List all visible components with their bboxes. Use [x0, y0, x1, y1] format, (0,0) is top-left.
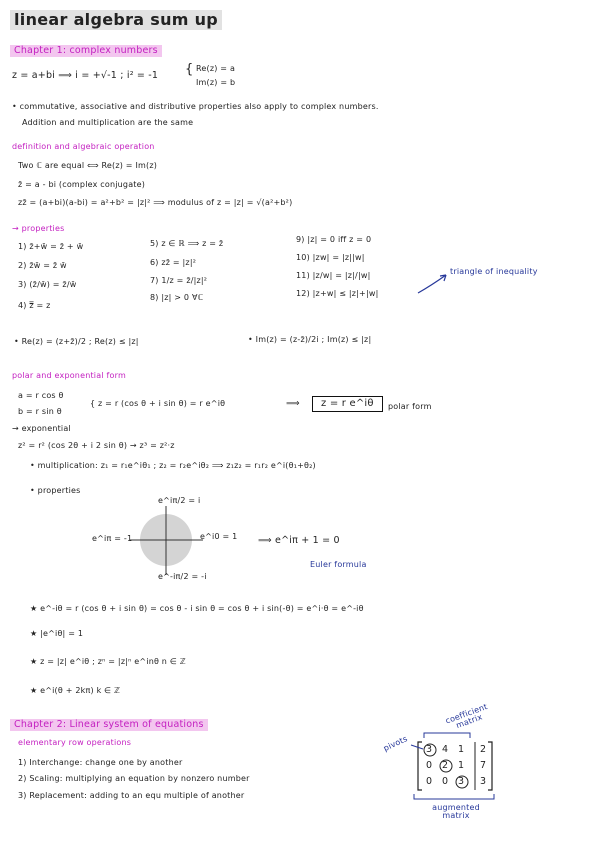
polar-heading: polar and exponential form	[12, 371, 126, 380]
m-0-0: 3	[426, 744, 433, 755]
prop-12: 12) |z+w| ≤ |z|+|w|	[296, 289, 379, 298]
conjugate-rule: z̄ = a - bi (complex conjugate)	[18, 180, 146, 189]
prop-2: 2) z̄w̄ = z̄ w̄	[18, 261, 67, 270]
prop-4: 4) z̿ = z	[18, 301, 51, 310]
m-0-3: 2	[480, 744, 487, 755]
note-properties: • commutative, associative and distributive properties also apply to complex numbers.	[12, 102, 379, 111]
exponential-equation: z² = r² (cos 2θ + i 2 sin θ) → z³ = z²·z	[18, 441, 175, 450]
exponential-heading: → exponential	[12, 424, 71, 433]
m-2-3: 3	[480, 776, 487, 787]
property-star-3: ★ z = |z| e^iθ ; zⁿ = |z|ⁿ e^inθ n ∈ ℤ	[30, 657, 186, 666]
polar-form-box: z = r e^iθ	[312, 396, 383, 412]
chapter2-heading: Chapter 2: Linear system of equations	[10, 719, 208, 731]
note-operations: Addition and multiplication are the same	[22, 118, 194, 127]
m-1-1: 2	[442, 760, 449, 771]
modulus-rule: zz̄ = (a+bi)(a-bi) = a²+b² = |z|² ⟹ modulus of z = |z| = √(a²+b²)	[18, 198, 293, 207]
arrow-to-polar: ⟹	[286, 398, 300, 409]
prop-10: 10) |zw| = |z||w|	[296, 253, 365, 262]
prop-8: 8) |z| > 0 ∀ℂ	[150, 293, 204, 302]
row-op-replacement: 3) Replacement: adding to an equ multiple of another	[18, 791, 245, 800]
m-2-1: 0	[442, 776, 449, 787]
property-star-2: ★ |e^iθ| = 1	[30, 629, 84, 638]
imag-part-formula: • Im(z) = (z-z̄)/2i ; Im(z) ≤ |z|	[248, 335, 372, 344]
row-op-scaling: 2) Scaling: multiplying an equation by nonzero number	[18, 774, 250, 783]
m-1-2: 1	[458, 760, 465, 771]
polar-a: a = r cos θ	[18, 391, 64, 400]
euler-identity: ⟹ e^iπ + 1 = 0	[258, 535, 340, 546]
m-2-2: 3	[458, 776, 465, 787]
m-1-3: 7	[480, 760, 487, 771]
m-0-1: 4	[442, 744, 449, 755]
page-title: linear algebra sum up	[10, 10, 222, 30]
real-part-formula: • Re(z) = (z+z̄)/2 ; Re(z) ≤ |z|	[14, 337, 139, 346]
row-operations-heading: elementary row operations	[18, 738, 132, 747]
m-2-0: 0	[426, 776, 433, 787]
polar-b: b = r sin θ	[18, 407, 62, 416]
property-star-4: ★ e^i(θ + 2kπ) k ∈ ℤ	[30, 686, 121, 695]
circle-right-label: e^i0 = 1	[200, 532, 238, 541]
euler-formula-label: Euler formula	[310, 560, 367, 569]
circle-top-label: e^iπ/2 = i	[158, 496, 201, 505]
property-star-1: ★ e^-iθ = r (cos θ + i sin θ) = cos θ - i sin θ = cos θ + i sin(-θ) = e^i·θ = e^-iθ	[30, 604, 364, 613]
prop-9: 9) |z| = 0 iff z = 0	[296, 235, 372, 244]
properties-label: • properties	[30, 486, 81, 495]
polar-equation: { z = r (cos θ + i sin θ) = r e^iθ	[90, 399, 226, 408]
chapter1-heading: Chapter 1: complex numbers	[10, 45, 162, 57]
coefficient-matrix-label: coefficient matrix	[444, 702, 489, 731]
equality-rule: Two ℂ are equal ⟺ Re(z) = Im(z)	[18, 161, 158, 170]
m-0-2: 1	[458, 744, 465, 755]
real-part: Re(z) = a	[196, 64, 236, 73]
prop-6: 6) zz̄ = |z|²	[150, 258, 197, 267]
circle-bottom-label: e^-iπ/2 = -i	[158, 572, 207, 581]
augmented-matrix-label: augmented matrix	[432, 803, 480, 820]
prop-3: 3) (z̄/w̄) = z̄/w̄	[18, 280, 77, 289]
imag-part: Im(z) = b	[196, 78, 236, 87]
circle-left-label: e^iπ = -1	[92, 534, 133, 543]
prop-5: 5) z ∈ ℝ ⟹ z = z̄	[150, 239, 224, 248]
prop-7: 7) 1/z = z̄/|z|²	[150, 276, 208, 285]
multiplication-rule: • multiplication: z₁ = r₁e^iθ₁ ; z₂ = r₂e^iθ₂ ⟹ z₁z₂ = r₁r₂ e^i(θ₁+θ₂)	[30, 461, 316, 470]
polar-form-label: polar form	[388, 402, 432, 411]
definition-heading: definition and algebraic operation	[12, 142, 155, 151]
triangle-inequality-note: triangle of inequality	[450, 267, 538, 276]
properties-heading: → properties	[12, 224, 65, 233]
complex-definition: z = a+bi ⟹ i = +√-1 ; i² = -1	[12, 70, 159, 81]
prop-1: 1) z̄+w̄ = z̄ + w̄	[18, 242, 84, 251]
brace: {	[185, 62, 194, 77]
pivots-label: pivots	[382, 734, 409, 754]
row-op-interchange: 1) Interchange: change one by another	[18, 758, 183, 767]
prop-11: 11) |z/w| = |z|/|w|	[296, 271, 371, 280]
m-1-0: 0	[426, 760, 433, 771]
